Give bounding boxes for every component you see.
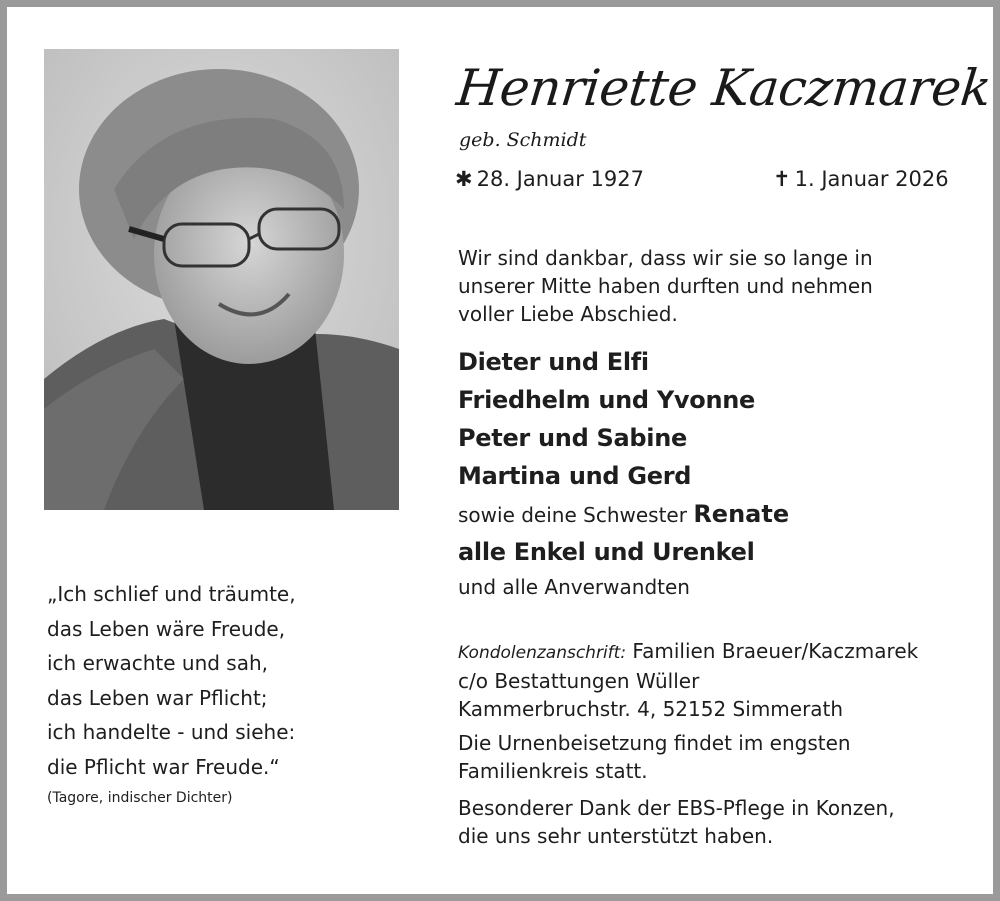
thanks-line: die uns sehr unterstützt haben. (458, 824, 774, 848)
quote-line: ich handelte - und siehe: (47, 720, 296, 744)
cross-icon: ✝ (773, 167, 791, 191)
sister-name: Renate (693, 500, 790, 528)
thanks-text (458, 794, 895, 850)
quote-line: „Ich schlief und träumte, (47, 582, 296, 606)
birth-date-text: 28. Januar 1927 (476, 167, 644, 191)
mourner: Dieter und Elfi (458, 348, 649, 376)
contact-line: Kammerbruchstr. 4, 52152 Simmerath (458, 697, 844, 721)
sister-line (458, 495, 789, 533)
quote-line: ich erwachte und sah, (47, 651, 269, 675)
birth-star-icon: ✱ (455, 167, 473, 191)
quote-line: die Pflicht war Freude.“ (47, 754, 280, 779)
thanks-line: Besonderer Dank der EBS-Pflege in Konzen, (458, 796, 895, 820)
deceased-name: Henriette Kaczmarek (453, 59, 994, 117)
burial-info (458, 729, 851, 785)
death-date-text: 1. Januar 2026 (794, 167, 949, 191)
quote-line: das Leben war Pflicht; (47, 685, 268, 710)
death-date (773, 167, 949, 191)
lead-line: unserer Mitte haben durften und nehmen (458, 274, 873, 298)
mourner: Martina und Gerd (458, 462, 692, 490)
obituary-notice (7, 7, 993, 894)
condolence-address (458, 637, 918, 723)
mourner: Peter und Sabine (458, 424, 687, 452)
birth-date (455, 167, 644, 191)
quote-line: das Leben wäre Freude, (47, 616, 286, 641)
contact-line: Familien Braeuer/Kaczmarek (632, 639, 919, 663)
contact-first-line (458, 637, 918, 667)
quote-attribution: (Tagore, indischer Dichter) (47, 790, 233, 806)
mourners-list (458, 343, 789, 603)
burial-line: Familienkreis statt. (458, 759, 648, 783)
relatives: und alle Anverwandten (458, 575, 690, 599)
quote-block (47, 577, 296, 784)
mourner: Friedhelm und Yvonne (458, 386, 756, 414)
burial-line: Die Urnenbeisetzung findet im engsten (458, 731, 851, 755)
sister-prefix: sowie deine Schwester (458, 503, 687, 527)
portrait-image (44, 49, 399, 510)
lead-line: Wir sind dankbar, dass wir sie so lange in (458, 246, 873, 270)
maiden-name: geb. Schmidt (459, 129, 587, 151)
portrait-photo (44, 49, 399, 510)
lead-line: voller Liebe Abschied. (458, 302, 678, 326)
grandchildren: alle Enkel und Urenkel (458, 538, 755, 566)
lead-text (458, 244, 938, 328)
contact-line: c/o Bestattungen Wüller (458, 669, 700, 693)
condolence-label: Kondolenzanschrift: (458, 643, 627, 663)
